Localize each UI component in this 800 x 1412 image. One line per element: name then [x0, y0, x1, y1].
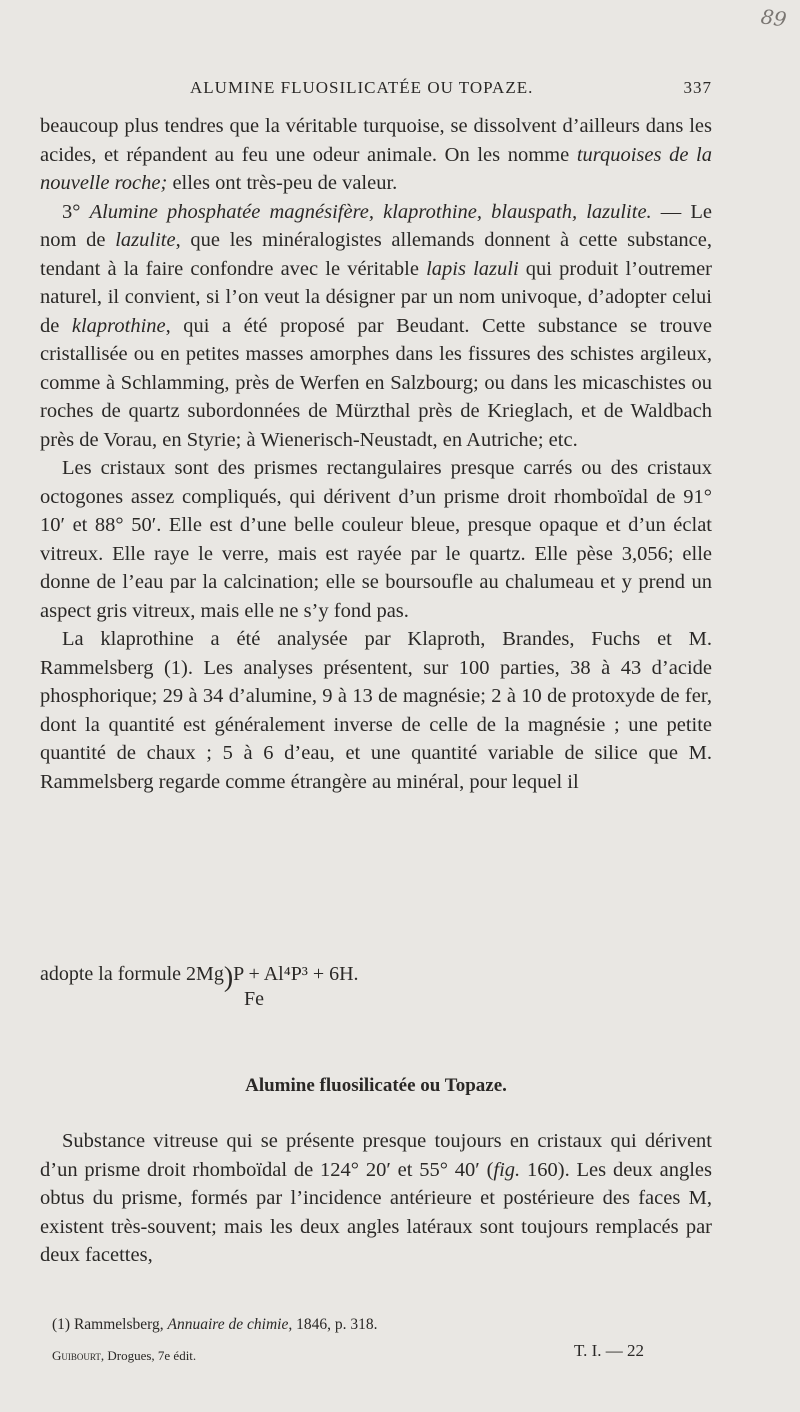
text-run: qui produit l’outremer naturel, il convient, si l’on veut la désigner par un nom univoque, d’adopter celui de: [40, 257, 712, 337]
text-run: Les cristaux sont des prismes rectangulaires presque carrés ou des cristaux octogones assez compliqués, qui dérivent d’un prisme droit rhomboïdal de 91° 10′ et 88° 50′. Elle est d’une belle couleur bleue, presque opaque et d’un éclat vitreux. Elle raye le verre, mais est rayée par le quartz. Elle pèse 3,056; elle donne de l’eau par la calcination; elle se boursoufle au chalumeau et y prend un aspect gris vitreux, mais elle ne s’y fond pas.: [40, 457, 712, 622]
text-run: La klaprothine a été analysée par Klaproth, Brandes, Fuchs et M. Rammelsberg (1). Les analyses présentent, sur 100 parties, 38 à 43 d’acide phosphorique; 29 à 34 d’alumine, 9 à 13 de magnésie; 2 à 10 de protoxyde de fer, dont la quantité est généralement inverse de celle de la magnésie ; une petite quantité de chaux ; 5 à 6 d’eau, et une quantité variable de silice que M. Rammelsberg regarde comme étrangère au minéral, pour lequel il: [40, 628, 712, 793]
footer-author: Guibourt,: [52, 1348, 105, 1363]
italic-phrase: lapis lazuli: [426, 257, 519, 280]
text-run: Substance vitreuse qui se présente presque toujours en cristaux qui dérivent d’un prisme droit rhomboïdal de 124° 20′ et 55° 40′ (: [40, 1130, 712, 1181]
paragraph: [40, 198, 712, 455]
italic-phrase: turquoises de la nouvelle roche;: [40, 143, 712, 194]
section-heading: Alumine fluosilicatée ou Topaze.: [245, 1075, 507, 1096]
italic-phrase: klaprothine: [71, 314, 166, 337]
italic-phrase: Alumine phosphatée magnésifère, klaprothine, blauspath, lazulite.: [89, 200, 652, 223]
formula-iron: Fe: [244, 988, 264, 1010]
text-run: 160). Les deux angles obtus du prisme, formés par l’incidence antérieure et postérieure des faces M, existent très-souvent; mais les deux angles latéraux sont toujours remplacés par deux facettes,: [40, 1158, 712, 1266]
footer-left: [52, 1348, 196, 1364]
footnote-marker: (1): [52, 1316, 71, 1333]
section-text: [40, 1127, 712, 1270]
footnote: [52, 1316, 377, 1334]
text-run: , que les minéralogistes allemands donnent à cette substance, tendant à la faire confondre avec le véritable: [40, 229, 712, 280]
italic-phrase: fig.: [493, 1158, 521, 1181]
running-title: ALUMINE FLUOSILICATÉE OU TOPAZE.: [190, 78, 534, 97]
paragraph: [40, 1127, 712, 1270]
footer-edition: Drogues, 7e édit.: [107, 1348, 197, 1363]
paragraph: [40, 112, 712, 198]
chemical-formula: [40, 958, 712, 1020]
formula-rest: P + Al⁴P³ + 6H.: [233, 963, 359, 985]
footer-signature: T. I. — 22: [573, 1341, 644, 1360]
text-run: elles ont très-peu de valeur.: [167, 172, 398, 194]
running-head: [40, 78, 712, 102]
footnote-author: Rammelsberg,: [73, 1316, 164, 1333]
text-run: , qui a été proposé par Beudant. Cette substance se trouve cristallisée ou en petites masses amorphes dans les fissures des schistes argileux, comme à Schlamming, près de Werfen en Salzbourg; ou dans les micaschistes ou roches de quartz subordonnées de Mürzthal près de Krieglach, et de Waldbach près de Vorau, en Styrie; à Wienerisch-Neustadt, en Autriche; etc.: [40, 314, 712, 451]
paragraph: [40, 454, 712, 625]
handwritten-page-note: 89: [759, 4, 788, 32]
page-number: 337: [683, 78, 712, 97]
main-text: [40, 112, 712, 796]
text-run: — Le nom de: [40, 200, 713, 251]
footnote-rest: 1846, p. 318.: [296, 1316, 378, 1333]
footnote-source: Annuaire de chimie,: [167, 1316, 293, 1333]
paragraph: [40, 625, 712, 796]
text-run: beaucoup plus tendres que la véritable turquoise, se dissolvent d’ailleurs dans les acides, et répandent au feu une odeur animale. On les nomme: [40, 115, 712, 166]
italic-phrase: lazulite: [115, 229, 176, 251]
text-run: 3°: [62, 200, 90, 223]
formula-brace-top: ): [223, 962, 234, 993]
formula-prefix: adopte la formule 2Mg: [40, 963, 224, 985]
